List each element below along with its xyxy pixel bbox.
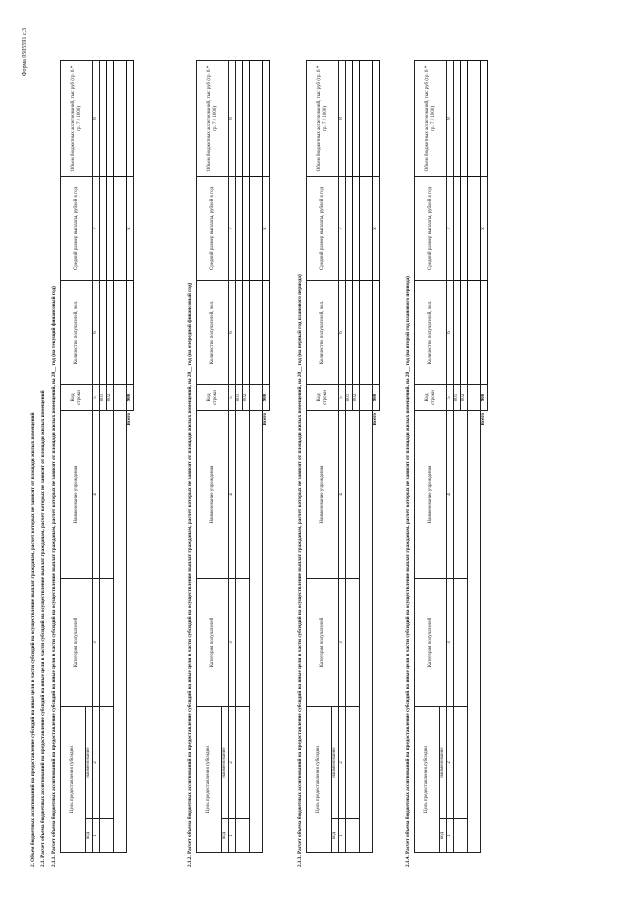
goal-name-cell[interactable] [454, 707, 468, 819]
category-cell[interactable] [346, 579, 360, 707]
total-code: 900 [263, 385, 270, 411]
line-code-cell: 001 [454, 385, 461, 411]
total-count-cell[interactable] [373, 281, 380, 385]
avg-payment-cell[interactable] [236, 177, 243, 281]
goal-code-cell[interactable] [454, 819, 468, 853]
goal-code-cell[interactable] [346, 819, 360, 853]
volume-header: Объем бюджетных ассигнований, тыс руб (гр. 6 * гр. 7 / 1000) [415, 61, 447, 177]
section-2-heading: 2. Объем бюджетных ассигнований на предоставление субсидий на иные цели в части субсидий на осуществление выплат гражданам, расчет которых не зависит от площади жилых помещений [30, 412, 36, 867]
col-num: 4 [93, 411, 100, 579]
col-num: 1 [339, 819, 346, 853]
col-num: 8 [339, 61, 346, 177]
count-header: Количество получателей, чел. [415, 281, 447, 385]
count-cell[interactable] [243, 281, 250, 385]
volume-cell[interactable] [353, 61, 360, 177]
total-code: 900 [373, 385, 380, 411]
volume-cell[interactable] [114, 61, 127, 177]
section-2-1-2-heading: 2.1.2. Расчет объема бюджетных ассигнований на предоставление субсидий на иные цели в части субсидий на осуществление выплат гражданам, расчет которых не зависит от площади жилых помещений, на 20__ год (на очередной финансовый год) [187, 282, 193, 867]
total-volume-cell[interactable] [373, 61, 380, 177]
total-code: 900 [481, 385, 488, 411]
name-subheader: наименование [440, 707, 447, 819]
col-num: 5 [339, 385, 346, 411]
goal-name-cell[interactable] [236, 707, 250, 819]
avg-payment-cell[interactable] [243, 177, 250, 281]
goal-header: Цель предоставления субсидии [415, 707, 440, 853]
category-header: Категория получателей [197, 579, 229, 707]
category-header: Категория получателей [307, 579, 339, 707]
goal-name-cell[interactable] [100, 707, 114, 819]
category-header: Категория получателей [61, 579, 93, 707]
form-code: Форма 0505591 с.3 [22, 28, 28, 77]
count-cell[interactable] [468, 281, 481, 385]
goal-header: Цель предоставления субсидии [61, 707, 86, 853]
line-code-cell [114, 385, 127, 411]
line-code-cell: 002 [243, 385, 250, 411]
code-subheader: код [86, 819, 93, 853]
avg-payment-cell[interactable] [250, 177, 263, 281]
col-num: 4 [229, 411, 236, 579]
volume-header: Объем бюджетных ассигнований, тыс руб (гр. 6 * гр. 7 / 1000) [197, 61, 229, 177]
calc-table-2-1-1 [60, 60, 134, 853]
col-num: 5 [447, 385, 454, 411]
volume-cell[interactable] [100, 61, 107, 177]
goal-header: Цель предоставления субсидии [197, 707, 222, 853]
line-code-cell: 002 [107, 385, 114, 411]
goal-name-cell[interactable] [346, 707, 360, 819]
volume-cell[interactable] [454, 61, 461, 177]
blank-row [250, 411, 263, 853]
avg-payment-cell[interactable] [100, 177, 107, 281]
avg-payment-cell[interactable] [360, 177, 373, 281]
total-volume-cell[interactable] [263, 61, 270, 177]
institution-cell[interactable] [236, 411, 250, 579]
blank-row [468, 411, 481, 853]
calc-table-2-1-4 [414, 60, 488, 853]
col-num: 6 [93, 281, 100, 385]
avg-payment-cell[interactable] [461, 177, 468, 281]
total-code: 900 [127, 385, 134, 411]
volume-cell[interactable] [243, 61, 250, 177]
category-cell[interactable] [454, 579, 468, 707]
avg-payment-cell[interactable] [107, 177, 114, 281]
col-num: 6 [339, 281, 346, 385]
avg-payment-cell[interactable] [114, 177, 127, 281]
total-volume-cell[interactable] [481, 61, 488, 177]
volume-cell[interactable] [360, 61, 373, 177]
name-subheader: наименование [332, 707, 339, 819]
institution-cell[interactable] [454, 411, 468, 579]
count-cell[interactable] [107, 281, 114, 385]
count-cell[interactable] [360, 281, 373, 385]
volume-cell[interactable] [236, 61, 243, 177]
total-label: Всего [373, 413, 379, 426]
blank-row [360, 411, 373, 853]
avg-payment-cell[interactable] [468, 177, 481, 281]
col-num: 2 [447, 707, 454, 819]
total-count-cell[interactable] [481, 281, 488, 385]
count-cell[interactable] [346, 281, 353, 385]
col-num: 1 [93, 819, 100, 853]
volume-cell[interactable] [461, 61, 468, 177]
col-num: 7 [339, 177, 346, 281]
col-num: 2 [93, 707, 100, 819]
col-num: 3 [447, 579, 454, 707]
avg-payment-cell[interactable] [353, 177, 360, 281]
goal-code-cell[interactable] [100, 819, 114, 853]
code-subheader: код [222, 819, 229, 853]
col-num: 7 [447, 177, 454, 281]
volume-cell[interactable] [107, 61, 114, 177]
line-code-cell [468, 385, 481, 411]
line-code-header: Код строки [307, 385, 339, 411]
col-num: 4 [447, 411, 454, 579]
col-num: 7 [93, 177, 100, 281]
col-num: 1 [447, 819, 454, 853]
institution-header: Наименование учреждения [415, 411, 447, 579]
code-subheader: код [332, 819, 339, 853]
line-code-cell: 001 [236, 385, 243, 411]
total-label: Всего [127, 413, 133, 426]
total-count-cell[interactable] [127, 281, 134, 385]
total-x-mark: x [373, 177, 380, 281]
count-header: Количество получателей, чел. [61, 281, 93, 385]
volume-cell[interactable] [346, 61, 353, 177]
avg-payment-cell[interactable] [346, 177, 353, 281]
count-header: Количество получателей, чел. [307, 281, 339, 385]
calc-table-2-1-3 [306, 60, 380, 853]
institution-header: Наименование учреждения [197, 411, 229, 579]
code-subheader: код [440, 819, 447, 853]
category-cell[interactable] [236, 579, 250, 707]
institution-header: Наименование учреждения [61, 411, 93, 579]
line-code-header: Код строки [197, 385, 229, 411]
institution-cell[interactable] [100, 411, 114, 579]
volume-cell[interactable] [250, 61, 263, 177]
institution-header: Наименование учреждения [307, 411, 339, 579]
name-subheader: наименование [222, 707, 229, 819]
goal-header: Цель предоставления субсидии [307, 707, 332, 853]
col-num: 7 [229, 177, 236, 281]
volume-header: Объем бюджетных ассигнований, тыс руб (гр. 6 * гр. 7 / 1000) [61, 61, 93, 177]
calc-table-2-1-2 [196, 60, 270, 853]
volume-header: Объем бюджетных ассигнований, тыс руб (гр. 6 * гр. 7 / 1000) [307, 61, 339, 177]
count-cell[interactable] [250, 281, 263, 385]
institution-cell[interactable] [346, 411, 360, 579]
avg-payment-header: Средний размер выплаты, рублей в год [415, 177, 447, 281]
col-num: 3 [93, 579, 100, 707]
count-cell[interactable] [114, 281, 127, 385]
count-cell[interactable] [353, 281, 360, 385]
section-2-1-4-heading: 2.1.4. Расчет объема бюджетных ассигнований на предоставление субсидий на иные цели в части субсидий на осуществление выплат гражданам, расчет которых не зависит от площади жилых помещений, на 20__ год (на второй год планового периода) [405, 276, 411, 867]
line-code-cell: 002 [461, 385, 468, 411]
col-num: 5 [229, 385, 236, 411]
total-volume-cell[interactable] [127, 61, 134, 177]
goal-code-cell[interactable] [236, 819, 250, 853]
total-label: Всего [481, 413, 487, 426]
avg-payment-header: Средний размер выплаты, рублей в год [197, 177, 229, 281]
line-code-cell: 001 [346, 385, 353, 411]
count-cell[interactable] [236, 281, 243, 385]
col-num: 3 [229, 579, 236, 707]
count-cell[interactable] [100, 281, 107, 385]
line-code-cell: 001 [100, 385, 107, 411]
avg-payment-header: Средний размер выплаты, рублей в год [307, 177, 339, 281]
section-2-1-3-heading: 2.1.3. Расчет объема бюджетных ассигнований на предоставление субсидий на иные цели в части субсидий на осуществление выплат гражданам, расчет которых не зависит от площади жилых помещений, на 20__ год (на первый год планового периода) [297, 274, 303, 867]
name-subheader: наименование [86, 707, 93, 819]
col-num: 2 [339, 707, 346, 819]
line-code-header: Код строки [415, 385, 447, 411]
col-num: 6 [447, 281, 454, 385]
category-header: Категория получателей [415, 579, 447, 707]
total-x-mark: x [481, 177, 488, 281]
volume-cell[interactable] [468, 61, 481, 177]
col-num: 8 [229, 61, 236, 177]
section-2-1-heading: 2.1. Расчет объема бюджетных ассигнований на предоставление субсидий на иные цели в части субсидий на осуществление выплат гражданам, расчет которых не зависит от площади жилых помещений [40, 390, 46, 867]
avg-payment-header: Средний размер выплаты, рублей в год [61, 177, 93, 281]
line-code-cell: 002 [353, 385, 360, 411]
col-num: 4 [339, 411, 346, 579]
count-header: Количество получателей, чел. [197, 281, 229, 385]
blank-row [114, 411, 127, 853]
col-num: 6 [229, 281, 236, 385]
col-num: 3 [339, 579, 346, 707]
line-code-header: Код строки [61, 385, 93, 411]
total-count-cell[interactable] [263, 281, 270, 385]
col-num: 5 [93, 385, 100, 411]
line-code-cell [360, 385, 373, 411]
col-num: 1 [229, 819, 236, 853]
col-num: 8 [447, 61, 454, 177]
line-code-cell [250, 385, 263, 411]
section-2-1-1-heading: 2.1.1. Расчет объема бюджетных ассигнований на предоставление субсидий на иные цели в части субсидий на осуществление выплат гражданам, расчет которых не зависит от площади жилых помещений, на 20__ год (на текущий финансовый год) [51, 286, 57, 867]
count-cell[interactable] [454, 281, 461, 385]
count-cell[interactable] [461, 281, 468, 385]
category-cell[interactable] [100, 579, 114, 707]
total-x-mark: x [263, 177, 270, 281]
col-num: 2 [229, 707, 236, 819]
col-num: 8 [93, 61, 100, 177]
avg-payment-cell[interactable] [454, 177, 461, 281]
total-label: Всего [263, 413, 269, 426]
total-x-mark: x [127, 177, 134, 281]
